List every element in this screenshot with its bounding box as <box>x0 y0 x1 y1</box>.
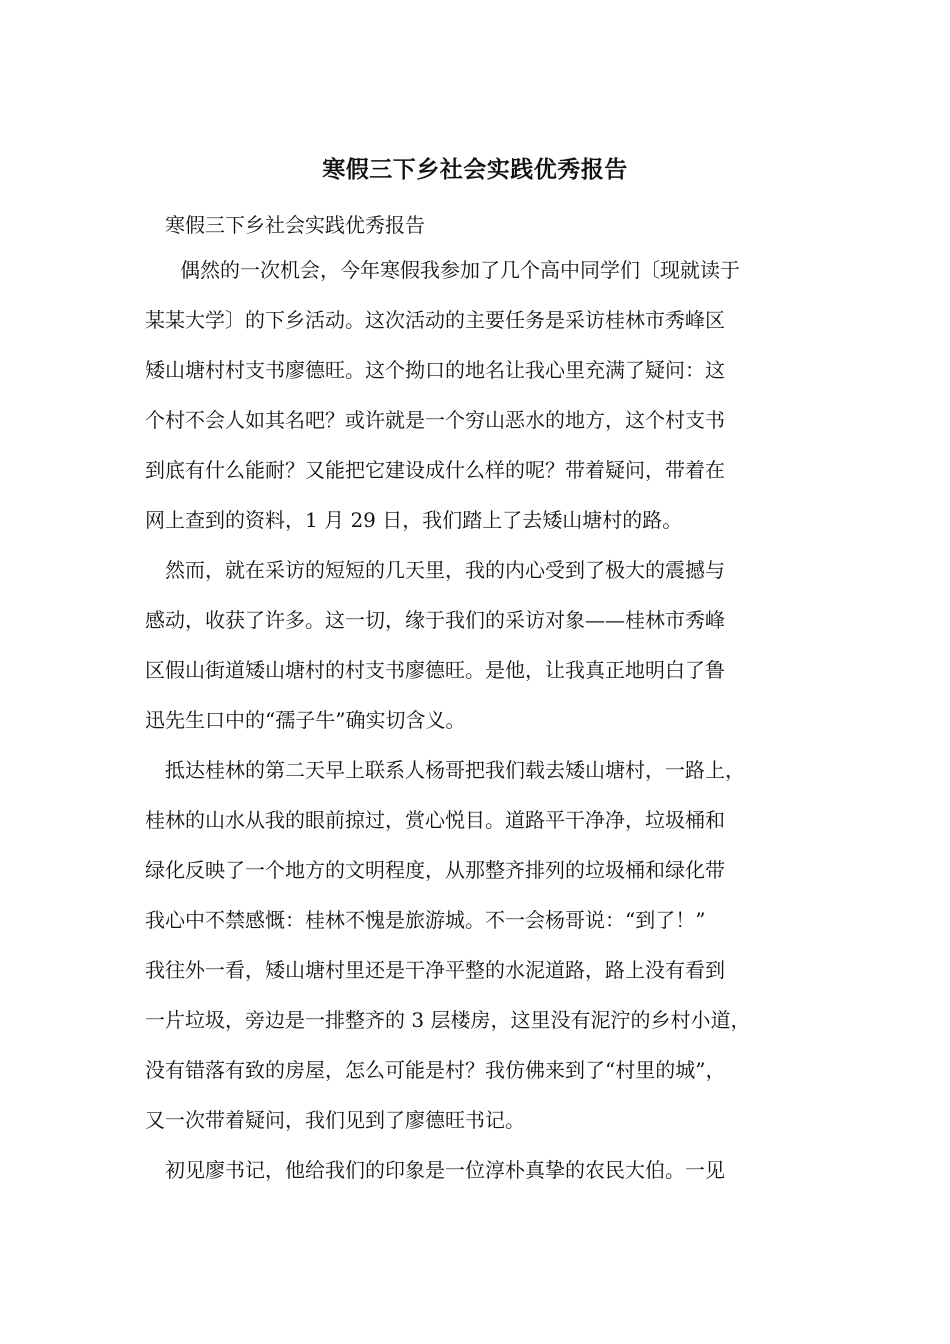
text-line: 又一次带着疑问，我们见到了廖德旺书记。 <box>145 1108 525 1132</box>
document-title: 寒假三下乡社会实践优秀报告 <box>322 156 628 183</box>
text-line: 我往外一看，矮山塘村里还是干净平整的水泥道路，路上没有看到 <box>145 958 725 982</box>
text-line: 矮山塘村村支书廖德旺。这个拗口的地名让我心里充满了疑问：这 <box>145 358 725 382</box>
text-line: 绿化反映了一个地方的文明程度，从那整齐排列的垃圾桶和绿化带 <box>145 858 725 882</box>
document-subtitle: 寒假三下乡社会实践优秀报告 <box>165 213 425 237</box>
text-line: 某某大学〕的下乡活动。这次活动的主要任务是采访桂林市秀峰区 <box>145 308 725 332</box>
text-line: 偶然的一次机会，今年寒假我参加了几个高中同学们〔现就读于 <box>180 258 740 282</box>
text-line: 网上查到的资料，1 月 29 日，我们踏上了去矮山塘村的路。 <box>145 508 683 532</box>
text-line: 一片垃圾，旁边是一排整齐的 3 层楼房，这里没有泥泞的乡村小道， <box>145 1008 751 1032</box>
text-line: 然而，就在采访的短短的几天里，我的内心受到了极大的震撼与 <box>165 558 725 582</box>
text-line: 到底有什么能耐？又能把它建设成什么样的呢？带着疑问，带着在 <box>145 458 725 482</box>
text-line: 感动，收获了许多。这一切，缘于我们的采访对象——桂林市秀峰 <box>145 608 725 632</box>
text-line: 迅先生口中的“孺子牛”确实切含义。 <box>145 708 466 732</box>
text-line: 抵达桂林的第二天早上联系人杨哥把我们载去矮山塘村，一路上， <box>165 758 745 782</box>
text-line: 没有错落有致的房屋，怎么可能是村？我仿佛来到了“村里的城”， <box>145 1058 726 1082</box>
text-line: 桂林的山水从我的眼前掠过，赏心悦目。道路平干净净，垃圾桶和 <box>145 808 725 832</box>
text-line: 初见廖书记，他给我们的印象是一位淳朴真挚的农民大伯。一见 <box>165 1158 725 1182</box>
text-line: 我心中不禁感慨：桂林不愧是旅游城。不一会杨哥说：“到了！” <box>145 908 706 932</box>
text-line: 个村不会人如其名吧？或许就是一个穷山恶水的地方，这个村支书 <box>145 408 725 432</box>
text-line: 区假山街道矮山塘村的村支书廖德旺。是他，让我真正地明白了鲁 <box>145 658 725 682</box>
